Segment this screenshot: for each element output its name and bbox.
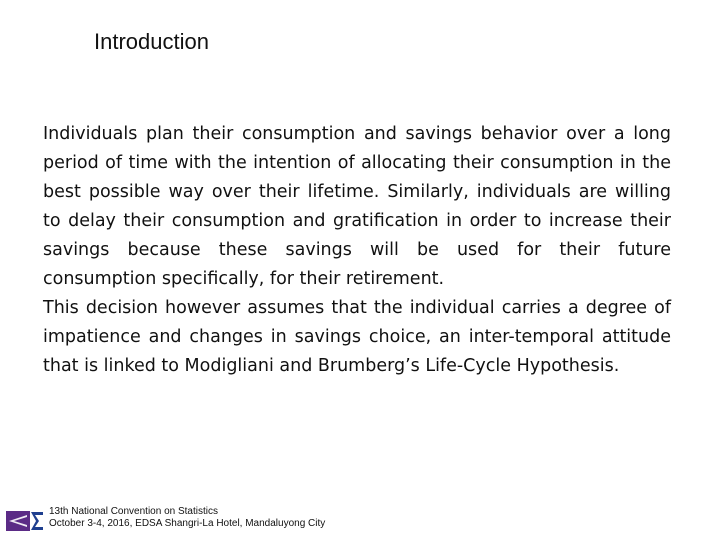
body-paragraph-2: This decision however assumes that the individual carries a degree of impatience and changes in savings choice, an inter-temporal attitude that is linked to Modigliani and Brumberg’s Life-Cycle Hypothesis. [43, 298, 671, 376]
slide-body [43, 120, 671, 381]
footer-line-1: 13th National Convention on Statistics [49, 506, 218, 517]
footer [0, 498, 720, 540]
slide-title: Introduction [94, 29, 209, 54]
footer-text [49, 506, 325, 530]
convention-logo-icon [6, 508, 46, 534]
logo-sigma-mark [31, 512, 43, 530]
body-paragraph-1: Individuals plan their consumption and savings behavior over a long period of time with the intention of allocating their consumption in the best possible way over their lifetime. Similarly, individuals are willing to delay their consumption and gratification in order to increase their savings because these savings will be used for their future consumption specifically, for their retirement. [43, 124, 671, 289]
footer-line-2: October 3-4, 2016, EDSA Shangri-La Hotel, Mandaluyong City [49, 518, 326, 529]
